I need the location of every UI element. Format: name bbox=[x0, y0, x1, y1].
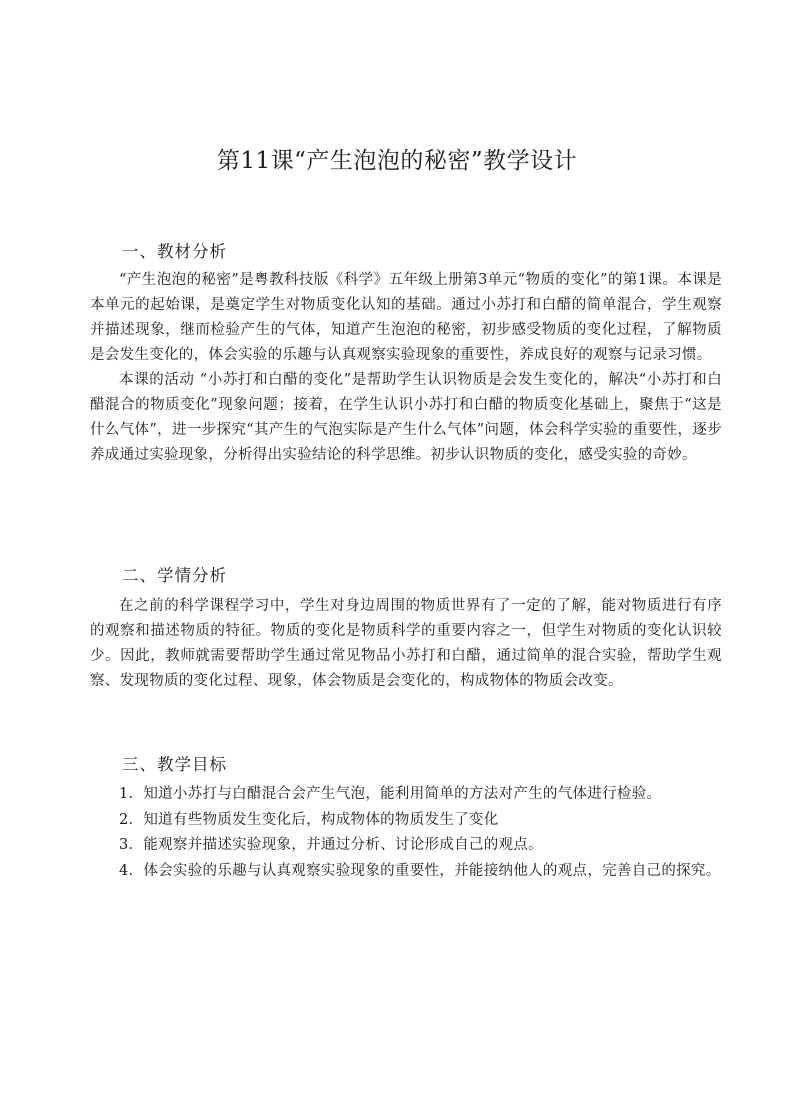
objective-item: 1．知道小苏打与白醋混合会产生气泡，能利用简单的方法对产生的气体进行检验。 bbox=[119, 786, 662, 802]
section-textbook-analysis bbox=[90, 241, 722, 468]
document-title: 第11课“产生泡泡的秘密”教学设计 bbox=[216, 148, 578, 174]
objective-item: 3．能观察并描述实验现象，并通过分析、讨论形成自己的观点。 bbox=[119, 837, 543, 853]
paragraph: 本课的活动 “小苏打和白醋的变化”是帮助学生认识物质是会发生变化的，解决“小苏打和白醋混合的物质变化”现象问题；接着，在学生认识小苏打和白醋的物质变化基础上，聚焦于“这是什么气体”，进一步探究“其产生的气泡实际是产生什么气体”问题，体会科学实验的重要性，逐步养成通过实验现象，分析得出实验结论的科学思维。初步认识物质的变化，感受实验的奇妙。 bbox=[90, 372, 722, 463]
objectives-list bbox=[90, 782, 722, 884]
paragraph: “产生泡泡的秘密”是粤教科技版《科学》五年级上册第3单元“物质的变化”的第1课。本课是本单元的起始课，是奠定学生对物质变化认知的基础。通过小苏打和白醋的简单混合，学生观察并描述现象，继而检验产生的气体，知道产生泡泡的秘密，初步感受物质的变化过程，了解物质是会发生变化的，体会实验的乐趣与认真观察实验现象的重要性，养成良好的观察与记录习惯。 bbox=[90, 272, 722, 363]
section-learner-analysis bbox=[90, 565, 722, 694]
section-body bbox=[90, 268, 722, 468]
objective-item: 2．知道有些物质发生变化后，构成物体的物质发生了变化 bbox=[119, 811, 499, 828]
section-heading: 二、学情分析 bbox=[122, 566, 227, 585]
section-teaching-objectives bbox=[90, 754, 722, 884]
section-body bbox=[90, 594, 722, 694]
section-heading: 三、教学目标 bbox=[122, 755, 227, 774]
paragraph: 在之前的科学课程学习中，学生对身边周围的物质世界有了一定的了解，能对物质进行有序的观察和描述物质的特征。物质的变化是物质科学的重要内容之一，但学生对物质的变化认识较少。因此，教师就需要帮助学生通过常见物品小苏打和白醋，通过简单的混合实验，帮助学生观察、发现物质的变化过程、现象，体会物质是会变化的，构成物体的物质会改变。 bbox=[90, 598, 722, 689]
section-heading: 一、教材分析 bbox=[122, 242, 227, 261]
objective-item: 4．体会实验的乐趣与认真观察实验现象的重要性，并能接纳他人的观点，完善自己的探究。 bbox=[119, 862, 721, 879]
